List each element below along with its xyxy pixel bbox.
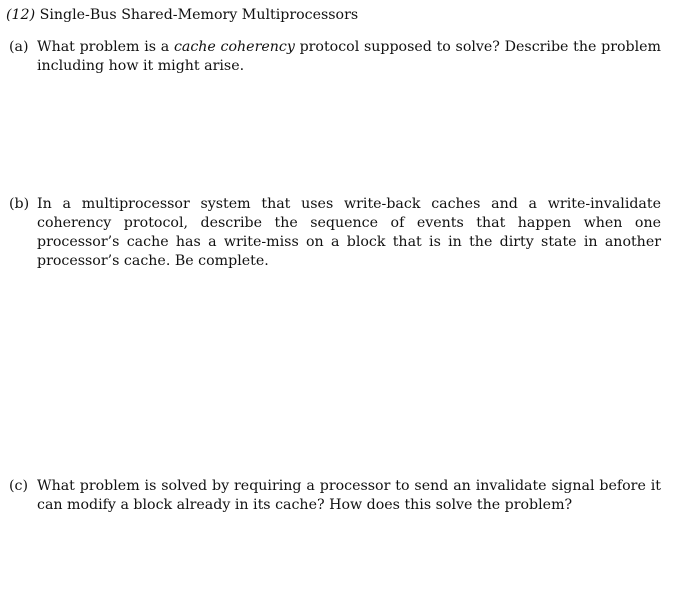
question-c xyxy=(9,477,661,515)
question-label: (a) xyxy=(9,39,29,55)
question-text-part: What problem is a xyxy=(37,39,174,55)
question-b xyxy=(9,195,661,271)
question-text-part: protocol supposed to solve? Describe the problem including how it might arise. xyxy=(37,39,661,74)
section-number: (12) xyxy=(6,7,36,23)
emphasized-term: cache coherency xyxy=(173,39,295,55)
question-text: In a multiprocessor system that uses write-back caches and a write-invalidate coherency protocol, describe the sequence of events that happen when one processor’s cache has a write-miss on a block that is in the dirty state in another processor’s cache. Be complete. xyxy=(37,196,661,269)
section-heading xyxy=(6,6,358,25)
question-text: What problem is solved by requiring a processor to send an invalidate signal before it can modify a block already in its cache? How does this solve the problem? xyxy=(37,478,661,513)
question-a xyxy=(9,38,661,76)
question-label: (c) xyxy=(9,478,29,494)
question-label: (b) xyxy=(9,196,30,212)
section-title: Single-Bus Shared-Memory Multiprocessors xyxy=(39,7,359,23)
question-text xyxy=(37,38,661,76)
